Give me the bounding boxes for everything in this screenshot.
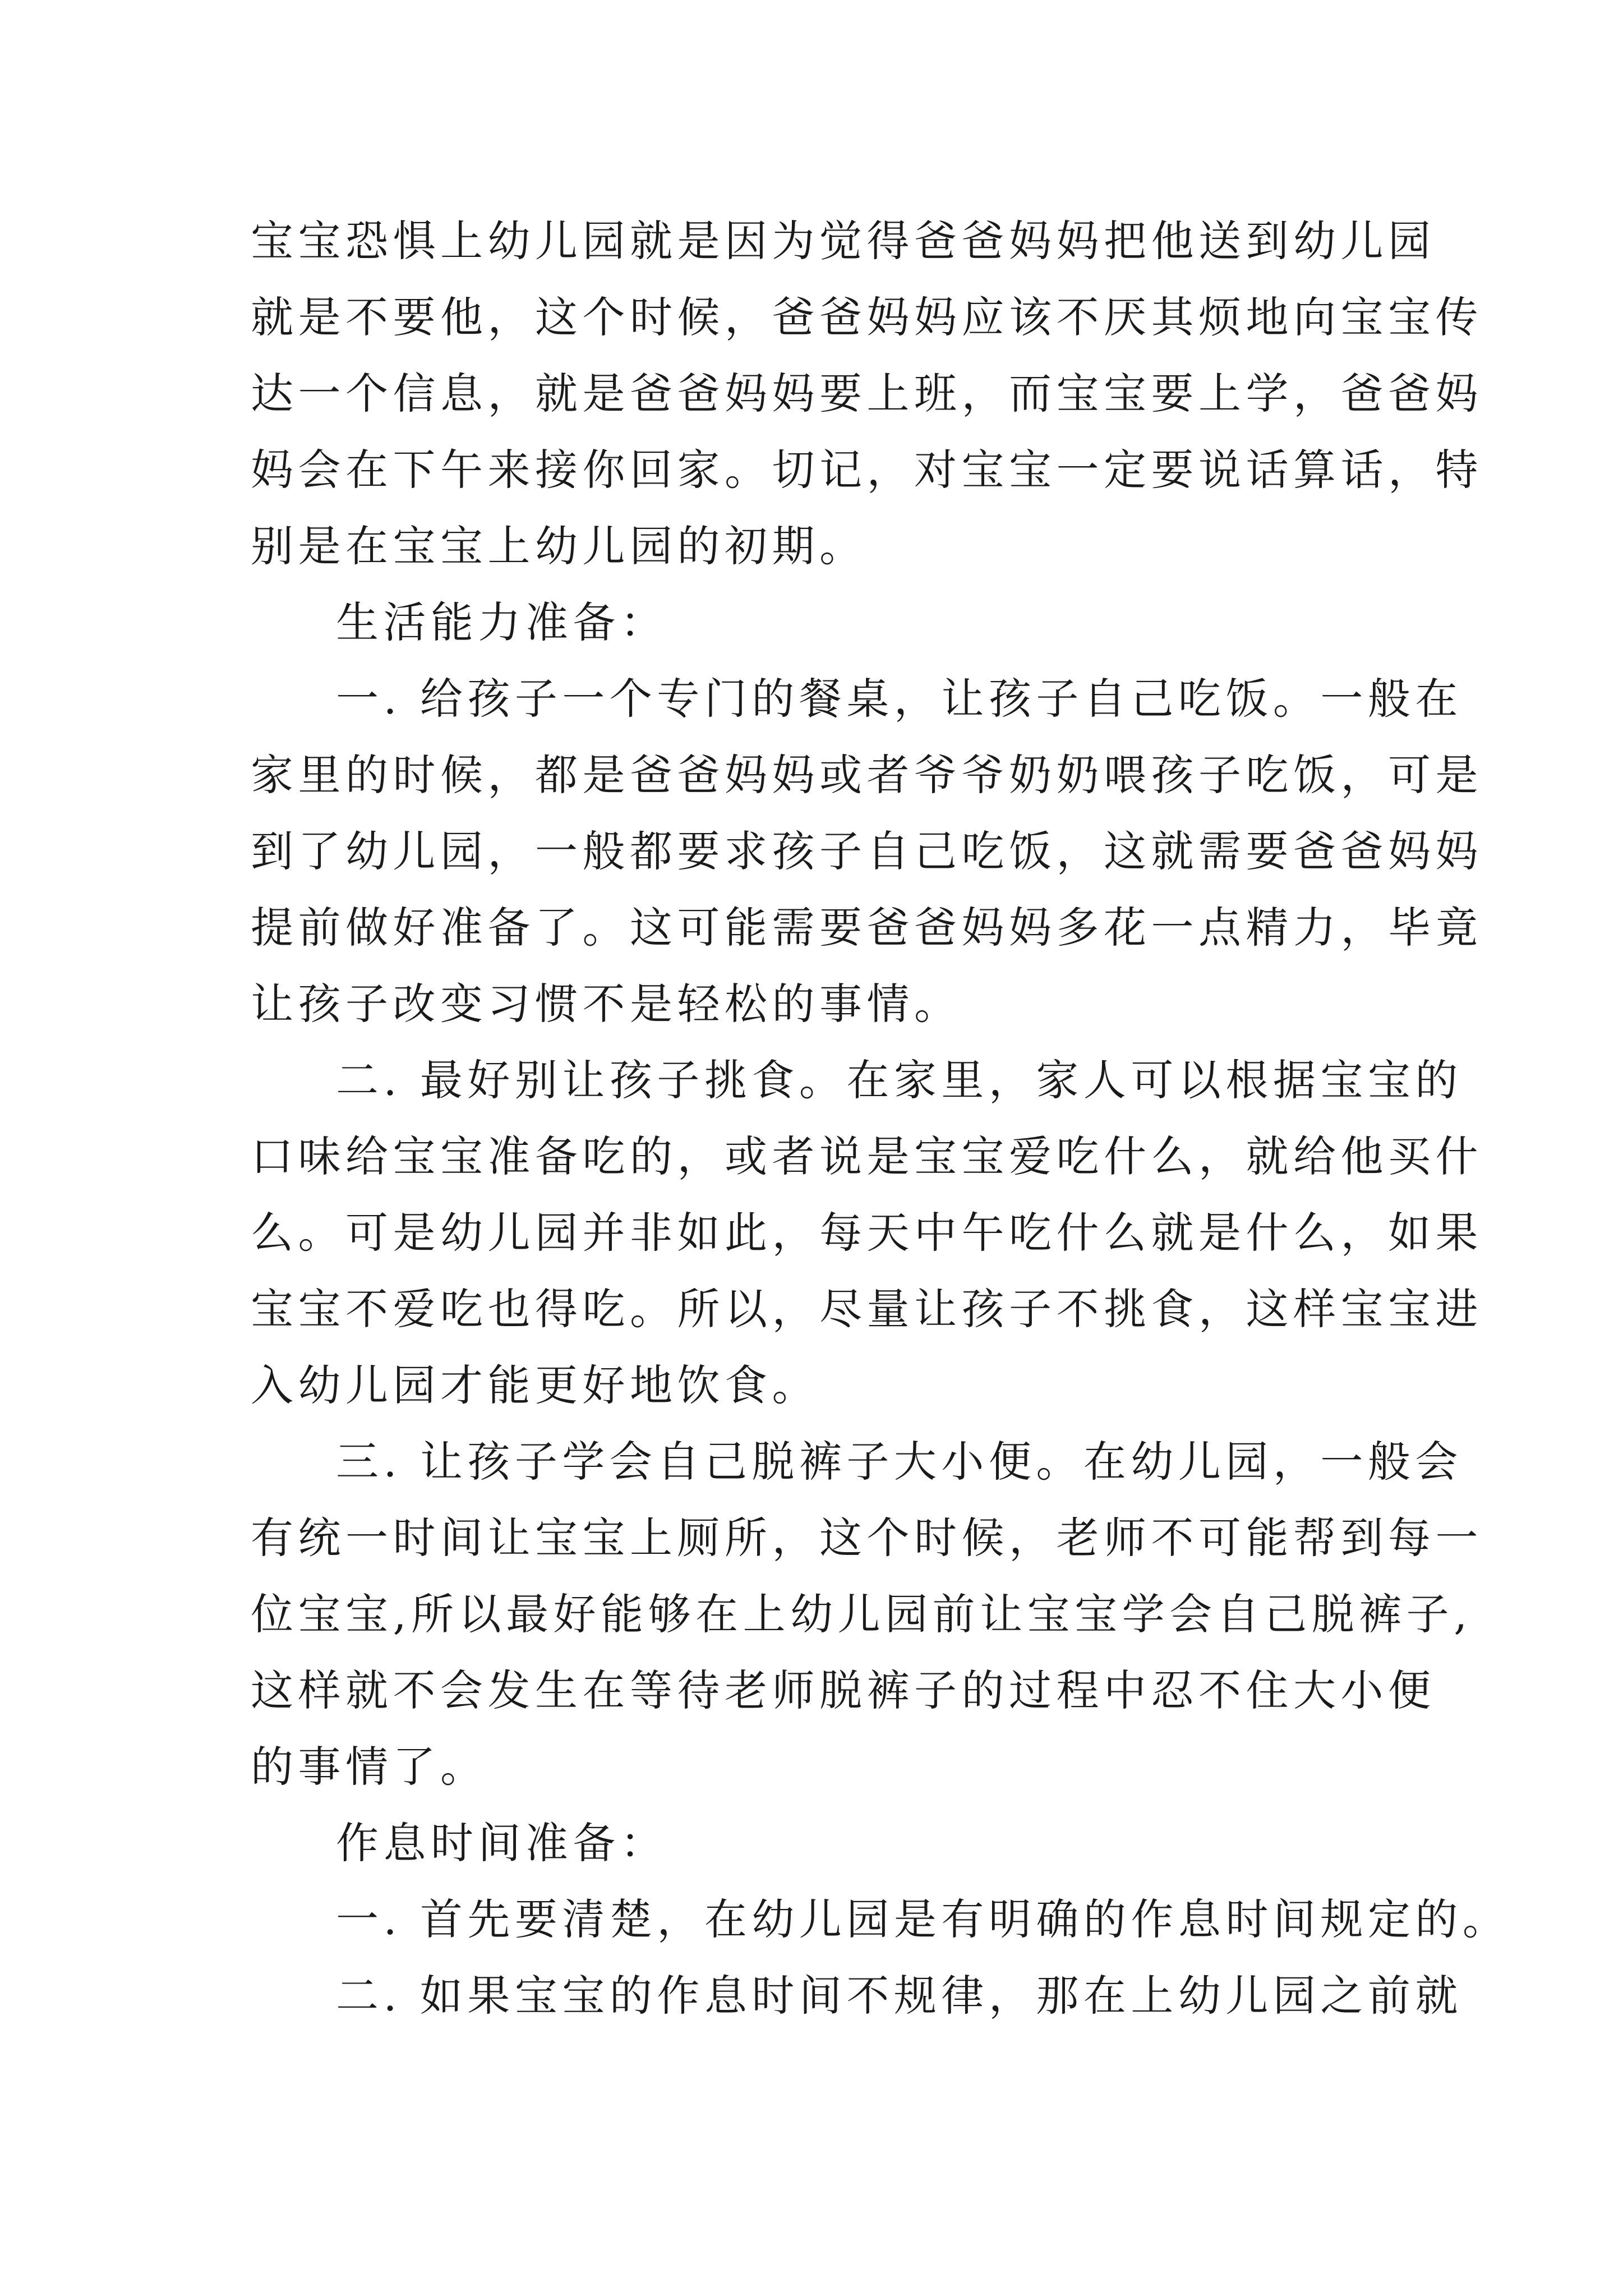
paragraph-line: 到了幼儿园，一般都要求孩子自己吃饭，这就需要爸爸妈妈 [251, 826, 1483, 876]
paragraph-line: 三. 让孩子学会自己脱裤子大小便。在幼儿园，一般会 [336, 1437, 1463, 1487]
paragraph-line: 一. 首先要清楚，在幼儿园是有明确的作息时间规定的。 [336, 1894, 1510, 1944]
paragraph-line: 这样就不会发生在等待老师脱裤子的过程中忍不住大小便 [251, 1665, 1436, 1715]
section-heading: 作息时间准备： [336, 1818, 668, 1868]
paragraph-line: 家里的时候，都是爸爸妈妈或者爷爷奶奶喂孩子吃饭，可是 [251, 750, 1483, 800]
paragraph-line: 口味给宝宝准备吃的，或者说是宝宝爱吃什么，就给他买什 [251, 1131, 1483, 1181]
paragraph-line: 让孩子改变习惯不是轻松的事情。 [251, 979, 962, 1029]
document-body [251, 203, 1510, 2034]
paragraph-line: 提前做好准备了。这可能需要爸爸妈妈多花一点精力，毕竟 [251, 903, 1483, 953]
paragraph-line: 的事情了。 [251, 1742, 488, 1792]
paragraph-line: 二. 最好别让孩子挑食。在家里，家人可以根据宝宝的 [336, 1055, 1463, 1105]
paragraph-line: 宝宝恐惧上幼儿园就是因为觉得爸爸妈妈把他送到幼儿园 [251, 216, 1436, 266]
section-heading: 生活能力准备： [336, 597, 668, 647]
paragraph-line: 一. 给孩子一个专门的餐桌，让孩子自己吃饭。一般在 [336, 674, 1463, 724]
paragraph-line: 位宝宝,所以最好能够在上幼儿园前让宝宝学会自己脱裤子, [251, 1589, 1472, 1639]
paragraph-line: 入幼儿园才能更好地饮食。 [251, 1360, 819, 1410]
paragraph-line: 么。可是幼儿园并非如此，每天中午吃什么就是什么，如果 [251, 1208, 1483, 1258]
paragraph-line: 有统一时间让宝宝上厕所，这个时候，老师不可能帮到每一 [251, 1513, 1483, 1563]
paragraph-line: 就是不要他，这个时候，爸爸妈妈应该不厌其烦地向宝宝传 [251, 292, 1483, 342]
paragraph-line: 二. 如果宝宝的作息时间不规律，那在上幼儿园之前就 [336, 1971, 1463, 2021]
paragraph-line: 达一个信息，就是爸爸妈妈要上班，而宝宝要上学，爸爸妈 [251, 369, 1483, 418]
paragraph-line: 宝宝不爱吃也得吃。所以，尽量让孩子不挑食，这样宝宝进 [251, 1284, 1483, 1334]
paragraph-line: 妈会在下午来接你回家。切记，对宝宝一定要说话算话，特 [251, 445, 1483, 495]
paragraph-line: 别是在宝宝上幼儿园的初期。 [251, 521, 867, 571]
